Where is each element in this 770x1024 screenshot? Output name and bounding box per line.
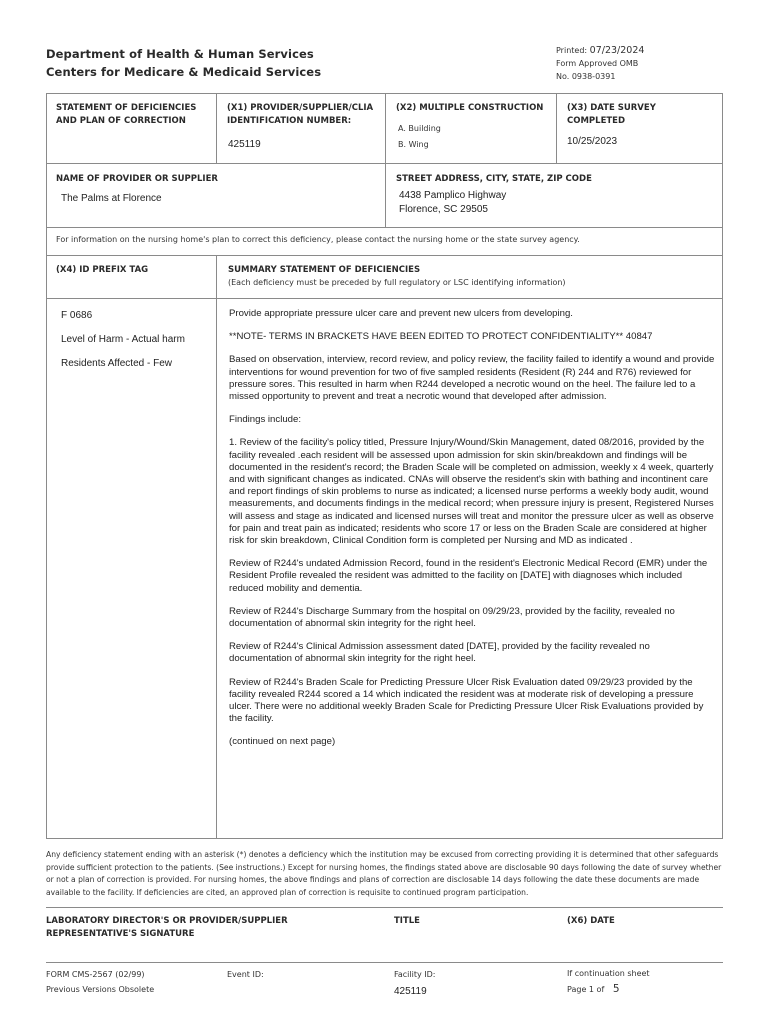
disclaimer: Any deficiency statement ending with an asterisk (*) denotes a deficiency which the institution may be excused from correcting providing it is determined that other safeguards provide sufficient protection to the patients. (See instructions.) Except for nursing homes, the findings stated above are disclosable 90 days following the date of survey whether or not a plan of correction is provided. For nursing homes, the above findings and plans of correction are disclosable 14 days following the date these documents are made available to the facility. If deficiencies are cited, an approved plan of correction is requisite to continued program participation.: [46, 850, 722, 897]
paragraph: Provide appropriate pressure ulcer care and prevent new ulcers from developing.: [229, 308, 573, 319]
deficiency-text: [229, 308, 715, 760]
paragraph: Based on observation, interview, record review, and policy review, the facility failed to identify a wound and provide interventions for wound prevention for two of five sampled residents (Resident (R) 244 and R76) reviewed for pressure sores. This resulted in harm when R244 developed a necrotic wound on the heel. The failure led to a missed opportunity to prevent and treat a necrotic wound that developed after admission.: [229, 354, 715, 403]
x2-building: A. Building: [398, 124, 441, 133]
page-total: 5: [612, 983, 620, 995]
form-number: FORM CMS-2567 (02/99): [46, 970, 145, 979]
omb-number: No. 0938-0391: [556, 72, 616, 81]
director-signature-label: LABORATORY DIRECTOR'S OR PROVIDER/SUPPLIER REPRESENTATIVE'S SIGNATURE: [46, 916, 288, 939]
address-line1: 4438 Pamplico Highway: [399, 190, 507, 201]
printed-line: [556, 45, 644, 56]
date-label: (X6) DATE: [567, 916, 615, 926]
page-label: Page 1 of: [567, 985, 605, 994]
harm-level: Level of Harm - Actual harm: [61, 334, 185, 345]
paragraph: **NOTE- TERMS IN BRACKETS HAVE BEEN EDITED TO PROTECT CONFIDENTIALITY** 40847: [229, 331, 653, 343]
previous-versions: Previous Versions Obsolete: [46, 985, 155, 994]
tag-id: F 0686: [61, 310, 93, 321]
summary-label: SUMMARY STATEMENT OF DEFICIENCIES: [228, 265, 421, 275]
paragraph: Review of R244's undated Admission Record, found in the resident's Electronic Medical Record (EMR) under the Resident Profile revealed the resident was admitted to the facility on [DATE] with diagnoses which included reduced mobility and dementia.: [229, 558, 708, 594]
paragraph: Findings include:: [229, 414, 301, 426]
facility-id-label: Facility ID:: [394, 970, 436, 979]
title-label: TITLE: [394, 916, 420, 926]
summary-sublabel: (Each deficiency must be preceded by full regulatory or LSC identifying information): [228, 278, 566, 287]
facility-id-value: 425119: [394, 986, 427, 997]
address-label: STREET ADDRESS, CITY, STATE, ZIP CODE: [396, 174, 592, 184]
paragraph: Review of R244's Braden Scale for Predicting Pressure Ulcer Risk Evaluation dated 09/29/23 provided by the facility revealed R244 scored a 14 which indicated the resident was at moderate risk of developing a pressure ulcer. There were no additional weekly Braden Scale for Predicting Pressure Ulcer Risk Evaluations provided by the facility.: [229, 676, 704, 725]
x1-value: 425119: [228, 139, 261, 150]
paragraph: 1. Review of the facility's policy titled, Pressure Injury/Wound/Skin Management, dated 08/2016, provided by the facility revealed .each resident will be assessed upon admission for skin skin/breakdown and findings will be documented in the resident's record; the Braden Scale will be completed on admission, weekly x 4 week, quarterly and with significant changes as indicated. CNAs will observe the resident's skin with bathing and incontinent care and report findings of skin problems to nurse as indicated; a licensed nurse performs a weekly body audit, wound measurements, and documents findings in the medical record; when pressure injury is present, Registered Nurses will assess and stage as indicated and licensed nurses will treat and monitor the pressure ulcer as well as observe for pain and treat pain as indicated; residents who score 17 or less on the Braden Scale are considered at higher risk for skin breakdown, Clinical Condition form is completed per Nursing and MD as indicated .: [229, 437, 714, 547]
centers-title: Centers for Medicare & Medicaid Services: [46, 65, 322, 79]
provider-value: The Palms at Florence: [61, 193, 162, 204]
x4-label: (X4) ID PREFIX TAG: [56, 265, 149, 275]
event-id-label: Event ID:: [227, 970, 264, 979]
continuation-label: If continuation sheet: [567, 969, 650, 978]
printed-date: 07/23/2024: [589, 45, 645, 56]
page-indicator: [567, 983, 620, 995]
statement-label: STATEMENT OF DEFICIENCIES AND PLAN OF CORRECTION: [56, 103, 197, 126]
continued-note: (continued on next page): [229, 736, 336, 748]
provider-label: NAME OF PROVIDER OR SUPPLIER: [56, 174, 218, 184]
printed-label: Printed:: [556, 46, 588, 55]
paragraph: Review of R244's Discharge Summary from the hospital on 09/29/23, provided by the facility, revealed no documentation of abnormal skin integrity for the right heel.: [229, 605, 675, 630]
x2-wing: B. Wing: [398, 140, 429, 149]
contact-note: For information on the nursing home's plan to correct this deficiency, please contact the nursing home or the state survey agency.: [56, 235, 580, 244]
x2-label: (X2) MULTIPLE CONSTRUCTION: [396, 103, 544, 113]
form-approved: Form Approved OMB: [556, 59, 639, 68]
address-line2: Florence, SC 29505: [399, 204, 488, 215]
paragraph: Review of R244's Clinical Admission assessment dated [DATE], provided by the facility revealed no documentation of abnormal skin integrity for the right heel.: [229, 641, 650, 665]
x3-value: 10/25/2023: [567, 136, 618, 147]
x1-label: (X1) PROVIDER/SUPPLIER/CLIA IDENTIFICATION NUMBER:: [227, 103, 374, 126]
department-title: Department of Health & Human Services: [46, 47, 314, 61]
residents-affected: Residents Affected - Few: [61, 358, 172, 369]
x3-label: (X3) DATE SURVEY COMPLETED: [567, 103, 656, 126]
